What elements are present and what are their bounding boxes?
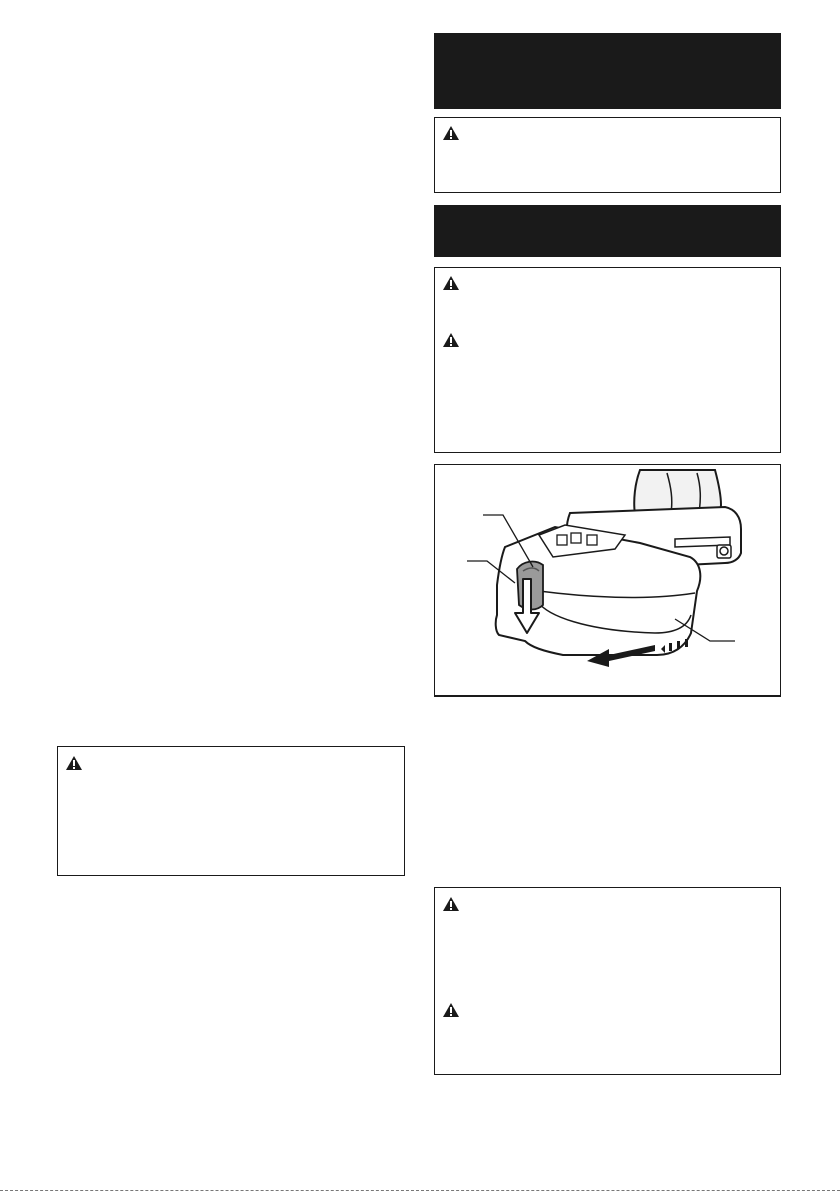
battery-removal-figure	[434, 464, 781, 697]
warning-triangle-icon	[442, 896, 460, 912]
warning-triangle-icon	[442, 1002, 460, 1018]
warning-triangle-icon	[65, 755, 83, 771]
section-header-2	[434, 205, 781, 257]
warning-box-1	[434, 117, 781, 193]
press-down-arrow-icon	[507, 577, 547, 637]
warning-triangle-icon	[442, 332, 460, 348]
warning-box-left	[57, 746, 405, 876]
warning-triangle-icon	[442, 275, 460, 291]
warning-triangle-icon	[442, 125, 460, 141]
warning-box-2	[434, 267, 781, 453]
warning-box-4	[434, 887, 781, 1075]
section-header-1	[434, 33, 781, 109]
page-bottom-rule	[0, 1190, 840, 1191]
slide-direction-arrow-icon	[585, 637, 695, 673]
